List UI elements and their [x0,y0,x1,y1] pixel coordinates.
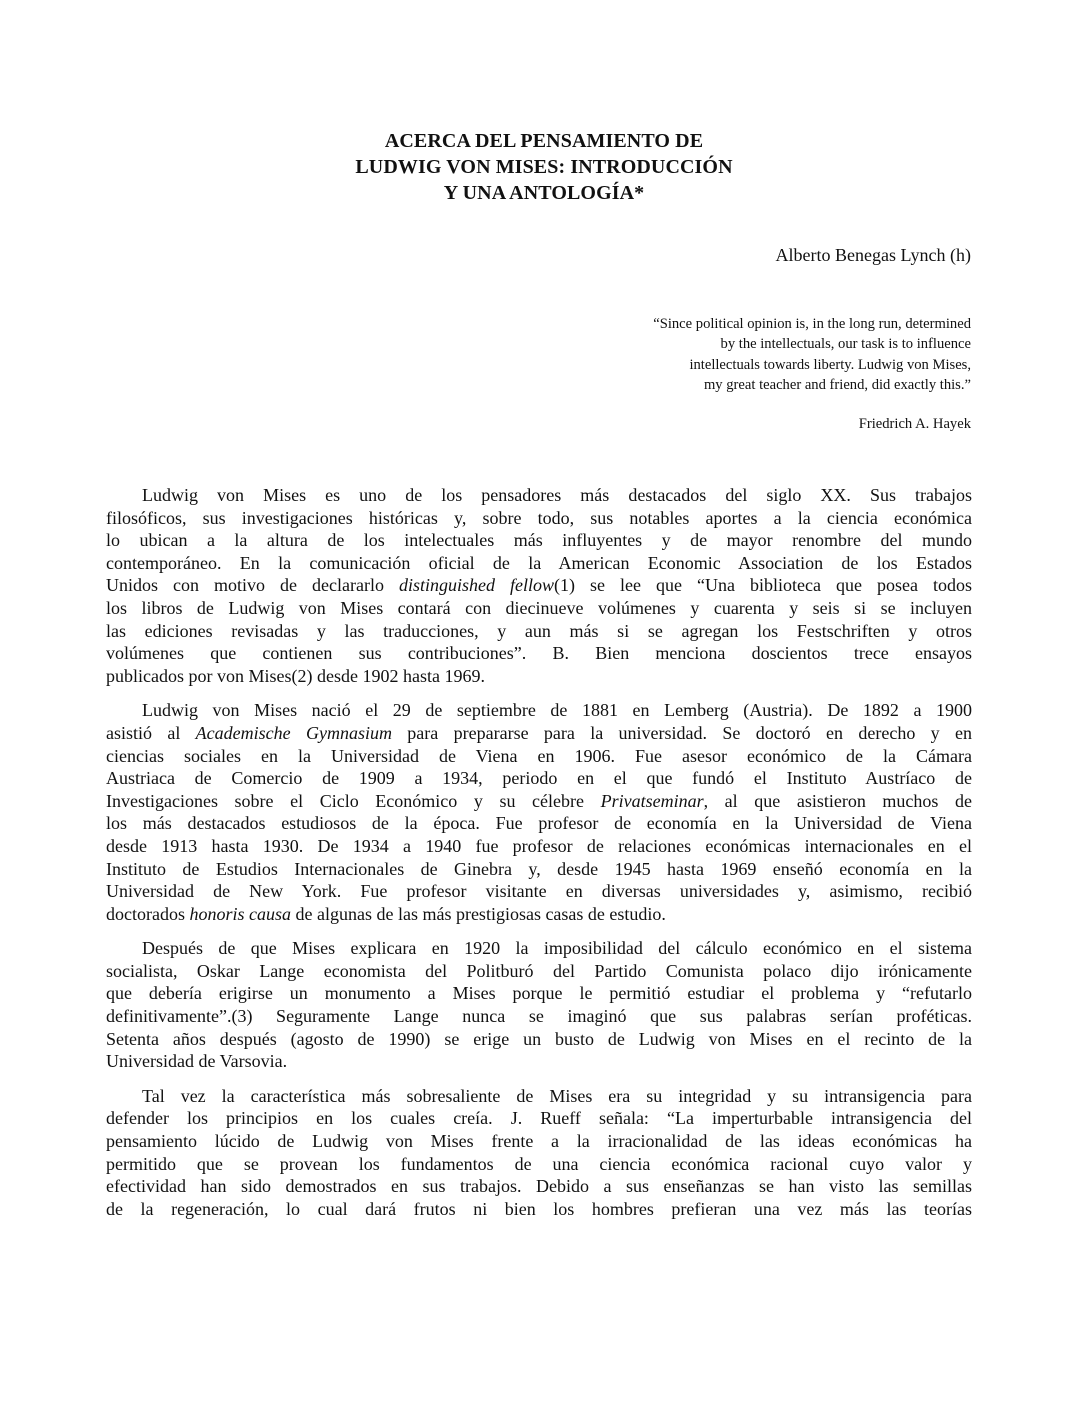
text-line [106,790,972,813]
body-paragraph [106,1085,972,1221]
text-run: doctorados [106,903,190,924]
text-run: lo ubican a la altura de los intelectuales más influyentes y de mayor renombre del mundo [106,530,972,551]
text-line [106,1130,972,1153]
text-run: efectividad han sido demostrados en sus trabajos. Debido a sus enseñanzas se han visto las semillas [106,1176,972,1197]
text-run: las ediciones revisadas y las traducciones, y aun más si se agregan los Festschriften y otros [106,620,972,641]
text-line [106,1050,972,1073]
body-text [106,484,972,1232]
italic-term: distinguished fellow [399,575,555,596]
text-line [106,812,972,835]
text-run: filosóficos, sus investigaciones históricas y, sobre todo, sus notables aportes a la ciencia económica [106,507,972,528]
text-run: Después de que Mises explicara en 1920 la imposibilidad del cálculo económico en el sistema [142,938,972,959]
text-run: ciencias sociales en la Universidad de Viena en 1906. Fue asesor económico de la Cámara [106,745,972,766]
text-run: Universidad de New York. Fue profesor visitante en diversas universidades y, asimismo, recibió [106,881,972,902]
text-run: permitido que se provean los fundamentos de una ciencia económica racional cuyo valor y [106,1153,972,1174]
text-line [106,665,972,688]
text-run: Instituto de Estudios Internacionales de Ginebra y, desde 1945 hasta 1969 enseñó economía en la [106,858,972,879]
text-run: (1) se lee que “Una biblioteca que posea todos [554,575,972,596]
title-line: Y UNA ANTOLOGÍA* [443,182,645,204]
text-run: contemporáneo. En la comunicación oficial de la American Economic Association de los Estados [106,552,972,573]
text-run: Austriaca de Comercio de 1909 a 1934, periodo en el que fundó el Instituto Austríaco de [106,768,972,789]
text-line [106,745,972,768]
text-run: desde 1913 hasta 1930. De 1934 a 1940 fue profesor de relaciones económicas internacionales en el [106,835,972,856]
text-line [106,858,972,881]
text-line [106,722,972,745]
text-line [106,982,972,1005]
body-paragraph [106,484,972,687]
text-line [106,880,972,903]
text-line [106,960,972,983]
text-line [106,937,972,960]
text-line [106,552,972,575]
body-paragraph [106,699,972,925]
text-line [106,529,972,552]
epigraph-quote [511,314,971,395]
italic-term: honoris causa [189,903,291,924]
text-run: Universidad de Varsovia. [106,1051,288,1072]
text-line [106,1175,972,1198]
text-line [106,642,972,665]
text-run: asistió al [106,722,196,743]
text-run: de algunas de las más prestigiosas casas de estudio. [291,903,666,924]
text-line [106,1005,972,1028]
text-line [106,835,972,858]
text-run: los libros de Ludwig von Mises contará con diecinueve volúmenes y cuarenta y seis si se incluyen [106,597,972,618]
text-run: , al que asistieron muchos de [703,790,972,811]
text-run: definitivamente”.(3) Seguramente Lange nunca se imaginó que sus palabras serían proféticas. [106,1006,972,1027]
text-line [106,767,972,790]
body-paragraph [106,937,972,1073]
epigraph-line: by the intellectuals, our task is to influence [720,336,971,353]
text-run: de la regeneración, lo cual dará frutos ni bien los hombres prefieran una vez más las teorías [106,1198,972,1219]
epigraph-line: “Since political opinion is, in the long run, determined [653,316,971,332]
epigraph-line: my great teacher and friend, did exactly this.” [703,376,971,393]
text-line [106,597,972,620]
title-line: LUDWIG VON MISES: INTRODUCCIÓN [355,156,733,178]
text-line [106,1085,972,1108]
text-run: Ludwig von Mises es uno de los pensadores más destacados del siglo XX. Sus trabajos [142,485,972,505]
text-run: pensamiento lúcido de Ludwig von Mises frente a la irracionalidad de las ideas económicas ha [106,1131,972,1152]
document-title [0,128,1088,206]
text-line [106,1028,972,1051]
text-run: los más destacados estudiosos de la época. Fue profesor de economía en la Universidad de Viena [106,813,972,834]
text-run: Unidos con motivo de declararlo [106,575,399,596]
text-line [106,507,972,530]
text-run: defender los principios en los cuales creía. J. Rueff señala: “La imperturbable intransigencia del [106,1108,972,1129]
text-line [106,574,972,597]
text-line [106,699,972,722]
text-run: Setenta años después (agosto de 1990) se erige un busto de Ludwig von Mises en el recinto de la [106,1028,972,1049]
italic-term: Privatseminar [600,790,704,811]
text-run: que debería erigirse un monumento a Mises porque le permitió estudiar el problema y “refutarlo [106,983,972,1004]
text-run: Investigaciones sobre el Ciclo Económico y su célebre [106,790,601,811]
text-line [106,1107,972,1130]
text-line [106,1153,972,1176]
italic-term: Academische Gymnasium [195,722,392,743]
text-run: Tal vez la característica más sobresaliente de Mises era su integridad y su intransigencia para [142,1085,972,1106]
text-run: volúmenes que contienen sus contribuciones”. B. Bien menciona doscientos trece ensayos [106,643,972,664]
text-line [106,1198,972,1221]
text-line [106,484,972,507]
text-run: publicados por von Mises(2) desde 1902 hasta 1969. [106,665,485,686]
text-run: socialista, Oskar Lange economista del Politburó del Partido Comunista polaco dijo irónicamente [106,960,972,981]
text-run: para prepararse para la universidad. Se doctoró en derecho y en [391,722,972,743]
text-line [106,620,972,643]
author-name: Alberto Benegas Lynch (h) [775,245,971,265]
title-line: ACERCA DEL PENSAMIENTO DE [384,130,704,152]
epigraph-line: intellectuals towards liberty. Ludwig von Mises, [689,356,971,373]
text-run: Ludwig von Mises nació el 29 de septiembre de 1881 en Lemberg (Austria). De 1892 a 1900 [142,700,972,721]
epigraph-attribution: Friedrich A. Hayek [858,416,971,432]
text-line [106,903,972,926]
